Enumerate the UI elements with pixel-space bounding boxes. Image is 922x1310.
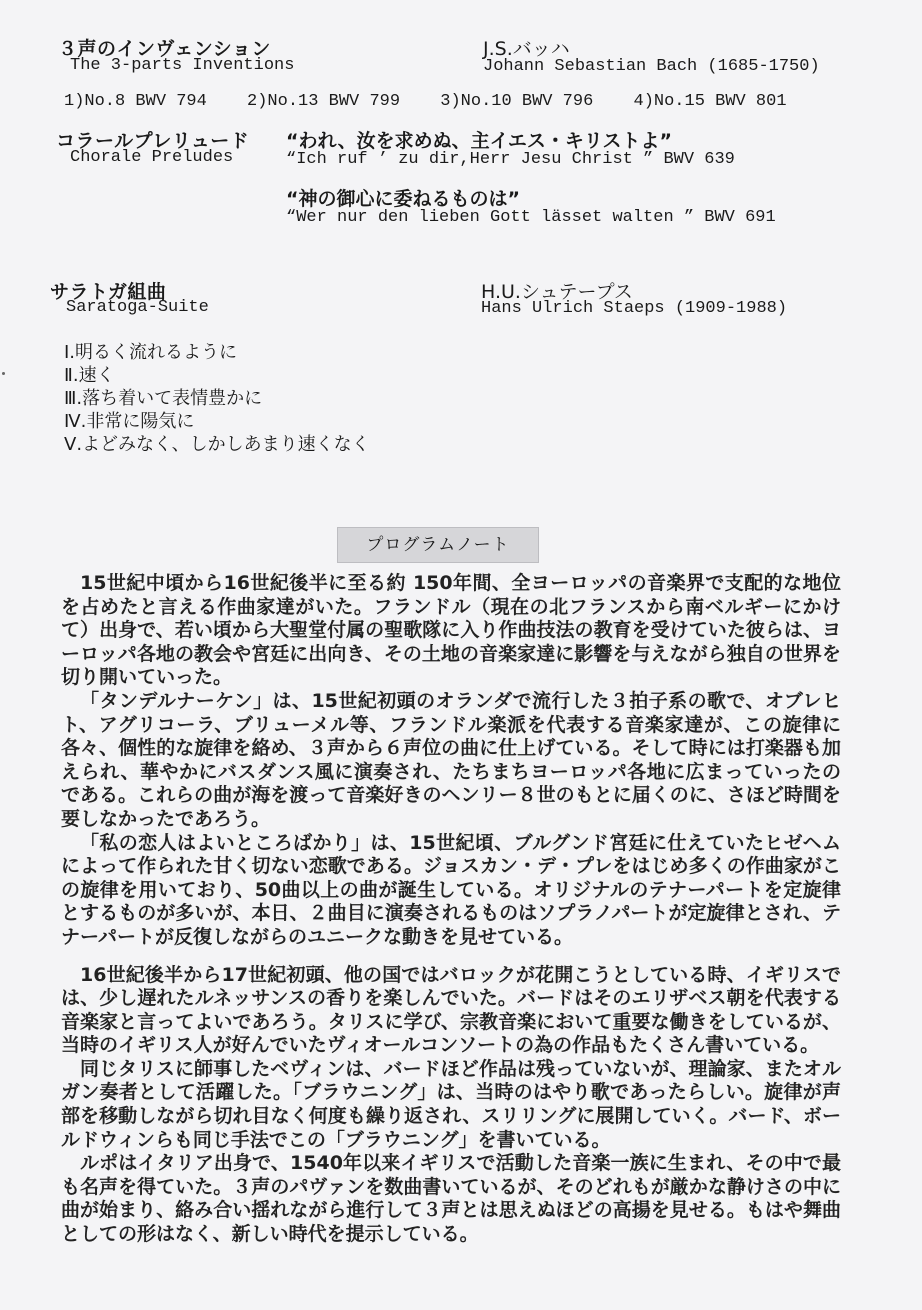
note-paragraph: 同じタリスに師事したベヴィンは、バードほど作品は残っていないが、理論家、またオルガン奏者として活躍した。「ブラウニング」は、当時のはやり歌であったらしい。旋律が声部を移動しながら切れ目なく何度も繰り返され、スリリングに展開していく。バード、ボールドウィンらも同じ手法でこの「ブラウニング」を書いている。 [61, 1057, 841, 1151]
movement-item: Ⅲ.落ち着いて表情豊かに [64, 388, 263, 409]
chorale-title-jp: コラールプレリュード [56, 130, 250, 152]
saratoga-title-en: Saratoga-Suite [66, 298, 209, 317]
program-note-body [61, 572, 841, 1247]
bach-piece-list [64, 92, 817, 111]
scan-speck [2, 372, 5, 375]
note-paragraph: 15世紀中頃から16世紀後半に至る約 150年間、全ヨーロッパの音楽界で支配的な地位を占めたと言える作曲家達がいた。フランドル（現在の北フランスから南ベルギーにかけて）出身で、若い頃から大聖堂付属の聖歌隊に入り作曲技法の教育を受けていた彼らは、ヨーロッパ各地の教会や宮廷に出向き、その土地の音楽家達に影響を与えながら独自の世界を切り開いていった。 [61, 572, 841, 689]
chorale-prelude-2-jp: “神の御心に委ねるものは” [286, 188, 520, 210]
bach-piece: 4)No.15 BWV 801 [633, 92, 787, 111]
movement-item: Ⅳ.非常に陽気に [64, 411, 195, 432]
saratoga-composer-jp: H.U.シュテープス [481, 281, 633, 303]
saratoga-composer-en: Hans Ulrich Staeps (1909-1988) [481, 299, 788, 318]
bach-piece: 3)No.10 BWV 796 [440, 92, 594, 111]
bach-composer-en: Johann Sebastian Bach (1685-1750) [483, 57, 820, 76]
note-paragraph: 16世紀後半から17世紀初頭、他の国ではバロックが花開こうとしている時、イギリスでは、少し遅れたルネッサンスの香りを楽しんでいた。バードはそのエリザベス朝を代表する音楽家と言ってよいであろう。タリスに学び、宗教音楽において重要な働きをしているが、当時のイギリス人が好んでいたヴィオールコンソートの為の作品もたくさん書いている。 [61, 963, 841, 1057]
bach-title-jp: ３声のインヴェンション [58, 38, 271, 60]
bach-title-en: The 3-parts Inventions [70, 56, 295, 75]
movement-item: Ⅱ.速く [64, 365, 115, 386]
bach-composer-jp: J.S.バッハ [483, 38, 570, 60]
bach-piece: 2)No.13 BWV 799 [247, 92, 401, 111]
note-paragraph: 「タンデルナーケン」は、15世紀初頭のオランダで流行した３拍子系の歌で、オブレヒト、アグリコーラ、ブリューメル等、フランドル楽派を代表する音楽家達が、この旋律に各々、個性的な旋律を絡め、３声から６声位の曲に仕上げている。そして時には打楽器も加えられ、華やかにバスダンス風に演奏され、たちまちヨーロッパ各地に広まっていったのである。これらの曲が海を渡って音楽好きのヘンリー８世のもとに届くのに、さほど時間を要しなかったであろう。 [61, 689, 841, 830]
movement-item: Ⅰ.明るく流れるように [64, 342, 238, 363]
chorale-prelude-1-en: “Ich ruf ’ zu dir,Herr Jesu Christ ” BWV 639 [286, 150, 735, 169]
chorale-title-en: Chorale Preludes [70, 148, 234, 167]
chorale-prelude-1-jp: “われ、汝を求めぬ、主イエス・キリストよ” [286, 130, 672, 152]
chorale-prelude-2-en: “Wer nur den lieben Gott lässet walten ” BWV 691 [286, 208, 776, 227]
program-note-heading: プログラムノート [337, 527, 539, 563]
movement-item: Ⅴ.よどみなく、しかしあまり速くなく [64, 434, 370, 455]
note-paragraph: ルポはイタリア出身で、1540年以来イギリスで活動した音楽一族に生まれ、その中で最も名声を得ていた。３声のパヴァンを数曲書いているが、そのどれもが厳かな静けさの中に曲が始まり、絡み合い揺れながら進行して３声とは思えぬほどの高揚を見せる。もはや舞曲としての形はなく、新しい時代を提示している。 [61, 1152, 841, 1246]
note-paragraph: 「私の恋人はよいところばかり」は、15世紀頃、ブルグンド宮廷に仕えていたヒゼヘムによって作られた甘く切ない恋歌である。ジョスカン・デ・プレをはじめ多くの作曲家がこの旋律を用いており、50曲以上の曲が誕生している。オリジナルのテナーパートを定旋律とするものが多いが、本日、２曲目に演奏されるものはソプラノパートが定旋律とされ、テナーパートが反復しながらのユニークな動きを見せている。 [61, 831, 841, 948]
saratoga-title-jp: サラトガ組曲 [50, 281, 167, 303]
bach-piece: 1)No.8 BWV 794 [64, 92, 207, 111]
